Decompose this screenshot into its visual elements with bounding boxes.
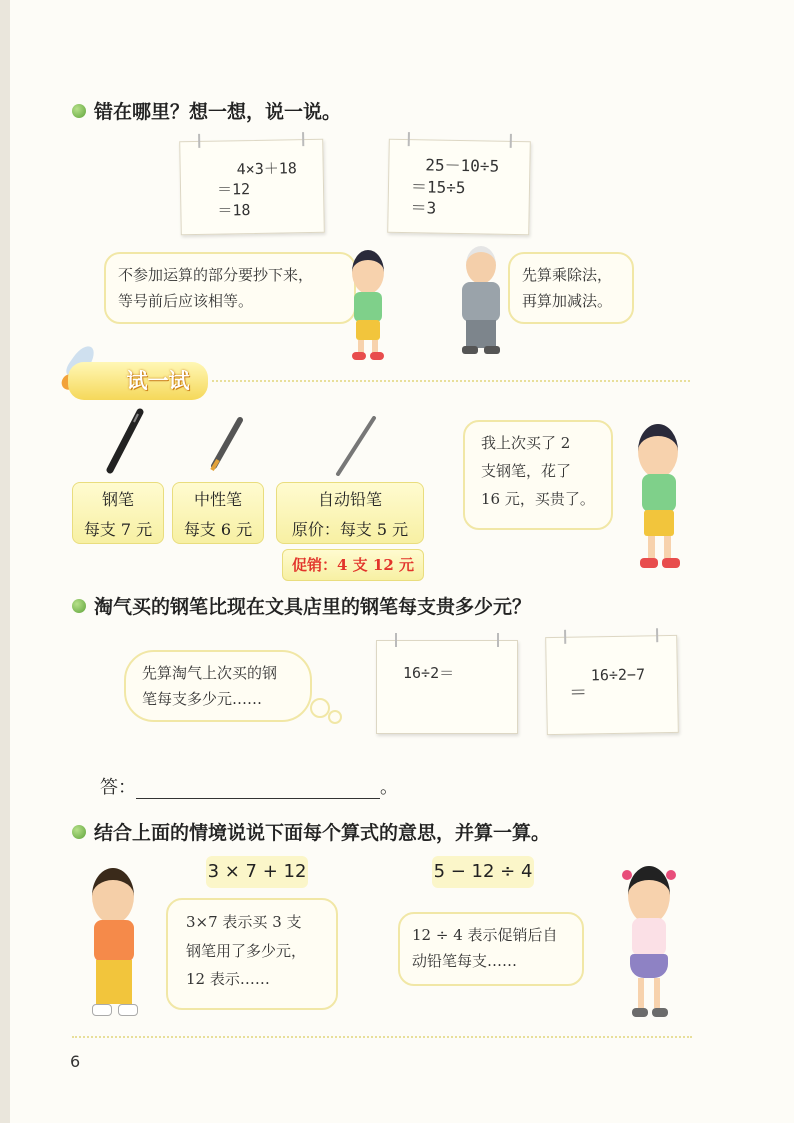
price-card-pen: 钢笔 每支 7 元	[72, 482, 164, 544]
note2-line-3: ＝3	[410, 198, 437, 218]
section2-title: 淘气买的钢笔比现在文具店里的钢笔每支贵多少元？	[72, 592, 531, 619]
promo-label: 促销：4 支 12 元	[282, 549, 424, 581]
boy-illustration-2	[78, 868, 150, 1018]
section1-title: 错在哪里？想一想，说一说。	[72, 97, 341, 124]
thought-bubble: 先算淘气上次买的钢 笔每支多少元……	[124, 650, 312, 722]
section3-title: 结合上面的情境说说下面每个算式的意思，并算一算。	[72, 818, 550, 845]
green-dot-icon	[72, 104, 86, 118]
answer-blank[interactable]	[136, 778, 380, 799]
grandpa-speech-bubble: 先算乘除法， 再算加减法。	[508, 252, 634, 324]
calc-note-b: 16÷2−7 ＝	[545, 635, 679, 735]
grandpa-illustration	[452, 246, 510, 358]
girl-illustration	[614, 866, 684, 1022]
pen-icon	[100, 408, 150, 476]
gel-pen-icon	[206, 416, 246, 474]
wrong-calc-note-1	[179, 139, 325, 235]
mechanical-pencil-icon	[334, 416, 378, 476]
section-divider	[212, 380, 690, 382]
expression-2: 5 − 12 ÷ 4	[432, 856, 534, 888]
wrong-calc-note-2	[387, 139, 531, 235]
page-edge	[0, 0, 10, 1123]
green-dot-icon	[72, 825, 86, 839]
boy-illustration	[340, 250, 396, 362]
taoqi-illustration	[626, 424, 690, 572]
boy-speech-bubble: 不参加运算的部分要抄下来， 等号前后应该相等。	[104, 252, 356, 324]
answer-line: 答： 。	[100, 777, 398, 798]
note2-line-1: 25－10÷5	[425, 155, 500, 176]
price-card-gel-pen: 中性笔 每支 6 元	[172, 482, 264, 544]
green-dot-icon	[72, 599, 86, 613]
expression-1: 3 × 7 + 12	[206, 856, 308, 888]
taoqi-speech-bubble: 我上次买了 2 支钢笔，花了 16 元，买贵了。	[463, 420, 613, 530]
girl-explanation-bubble: 12 ÷ 4 表示促销后自 动铅笔每支……	[398, 912, 584, 986]
calc-note-a: 16÷2＝	[376, 640, 518, 734]
note1-line-1: 4×3＋18	[236, 159, 297, 179]
price-card-mechanical-pencil: 自动铅笔 原价：每支 5 元	[276, 482, 424, 544]
note1-line-3: ＝18	[217, 200, 251, 220]
note2-line-2: ＝15÷5	[410, 176, 466, 197]
thought-dot-icon	[328, 710, 342, 724]
thought-dot-icon	[310, 698, 330, 718]
boy-explanation-bubble: 3×7 表示买 3 支 钢笔用了多少元， 12 表示……	[166, 898, 338, 1010]
try-section-label: 试一试	[68, 362, 208, 400]
page-number: 6	[70, 1052, 81, 1071]
bottom-divider	[72, 1036, 692, 1038]
note1-line-2: ＝12	[216, 180, 251, 199]
